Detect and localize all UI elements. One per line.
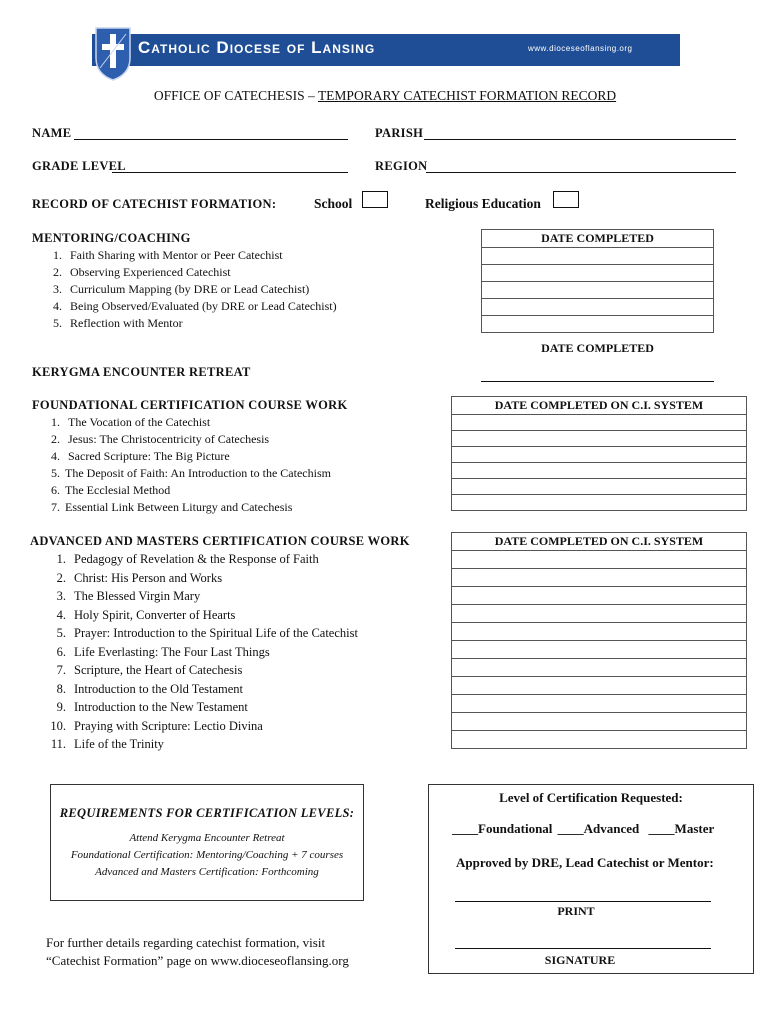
- foundational-option[interactable]: ____Foundational: [452, 821, 553, 836]
- foundational-heading: FOUNDATIONAL CERTIFICATION COURSE WORK: [32, 398, 348, 412]
- advanced-list: [44, 550, 358, 754]
- region-label: REGION: [375, 159, 428, 173]
- date-cell[interactable]: [452, 447, 747, 463]
- requirement-line: Advanced and Masters Certification: Forthcoming: [95, 866, 319, 878]
- print-label: PRINT: [557, 904, 595, 918]
- date-cell[interactable]: [452, 479, 747, 495]
- date-cell[interactable]: [452, 431, 747, 447]
- list-item: 1. Pedagogy of Revelation & the Response of Faith: [56, 552, 319, 566]
- foundational-date-table: [451, 396, 747, 511]
- advanced-date-table: [451, 532, 747, 749]
- parish-label: PARISH: [375, 126, 424, 140]
- certification-level-heading: Level of Certification Requested:: [499, 790, 683, 805]
- organization-website: www.dioceseoflansing.org: [528, 44, 633, 53]
- list-item: 7. Scripture, the Heart of Catechesis: [56, 663, 243, 677]
- form-title-underlined: TEMPORARY CATECHIST FORMATION RECORD: [317, 88, 617, 103]
- mentoring-date-table: [481, 229, 714, 333]
- list-item: 8. Introduction to the Old Testament: [56, 681, 244, 696]
- religious-education-checkbox[interactable]: [553, 191, 579, 208]
- kerygma-date-field[interactable]: [481, 381, 714, 382]
- list-item: 5. Reflection with Mentor: [53, 316, 183, 330]
- kerygma-heading: KERYGMA ENCOUNTER RETREAT: [32, 365, 251, 379]
- requirement-line: Foundational Certification: Mentoring/Coaching + 7 courses: [70, 849, 344, 861]
- signature-field[interactable]: [455, 948, 711, 949]
- foundational-list: [38, 414, 331, 516]
- date-cell[interactable]: [452, 587, 747, 605]
- date-cell[interactable]: [482, 248, 714, 265]
- school-label: School: [314, 196, 353, 211]
- record-label: RECORD OF CATECHIST FORMATION:: [32, 197, 277, 211]
- kerygma-date-header: DATE COMPLETED: [541, 341, 654, 355]
- list-item: 9. Introduction to the New Testament: [56, 700, 248, 714]
- list-item: 2. Jesus: The Christocentricity of Catechesis: [51, 432, 270, 446]
- mentoring-list: [40, 247, 337, 332]
- religious-education-label: Religious Education: [425, 196, 541, 211]
- certification-level-box: [428, 784, 754, 974]
- date-cell[interactable]: [452, 569, 747, 587]
- requirement-line: Attend Kerygma Encounter Retreat: [129, 832, 285, 844]
- list-item: 10. Praying with Scripture: Lectio Divina: [50, 718, 263, 733]
- list-item: 2. Observing Experienced Catechist: [53, 265, 231, 279]
- list-item: 4. Holy Spirit, Converter of Hearts: [56, 607, 236, 622]
- list-item: 5. Prayer: Introduction to the Spiritual Life of the Catechist: [56, 626, 358, 640]
- date-cell[interactable]: [482, 316, 714, 333]
- list-item: 4. Being Observed/Evaluated (by DRE or Lead Catechist): [53, 299, 337, 313]
- requirements-text: [50, 830, 364, 881]
- form-title: [0, 88, 770, 104]
- mentoring-heading: MENTORING/COACHING: [32, 231, 191, 245]
- parish-field[interactable]: [424, 139, 736, 140]
- grade-level-field[interactable]: [112, 172, 348, 173]
- date-cell[interactable]: [452, 641, 747, 659]
- further-details-line: For further details regarding catechist formation, visit: [46, 935, 326, 950]
- school-checkbox[interactable]: [362, 191, 388, 208]
- diocese-crest-icon: [94, 24, 132, 82]
- date-cell[interactable]: [452, 623, 747, 641]
- list-item: 7. Essential Link Between Liturgy and Catechesis: [51, 500, 293, 514]
- advanced-heading: ADVANCED AND MASTERS CERTIFICATION COURSE WORK: [30, 534, 410, 548]
- form-title-prefix: OFFICE OF CATECHESIS –: [153, 88, 318, 103]
- date-cell[interactable]: [452, 605, 747, 623]
- date-cell[interactable]: [482, 265, 714, 282]
- date-cell[interactable]: [452, 415, 747, 431]
- list-item: 11. Life of the Trinity: [50, 737, 164, 751]
- advanced-option[interactable]: ____Advanced: [557, 821, 640, 836]
- list-item: 4. Sacred Scripture: The Big Picture: [51, 449, 230, 463]
- list-item: 2. Christ: His Person and Works: [56, 570, 223, 585]
- date-cell[interactable]: [452, 731, 747, 749]
- date-cell[interactable]: [452, 463, 747, 479]
- name-field[interactable]: [74, 139, 348, 140]
- certification-level-options: [452, 821, 714, 837]
- list-item: 3. The Blessed Virgin Mary: [56, 589, 201, 603]
- requirements-heading: REQUIREMENTS FOR CERTIFICATION LEVELS:: [59, 806, 355, 820]
- list-item: 3. Curriculum Mapping (by DRE or Lead Catechist): [53, 282, 310, 296]
- list-item: 6. The Ecclesial Method: [51, 483, 171, 497]
- list-item: 5. The Deposit of Faith: An Introduction to the Catechism: [51, 466, 331, 480]
- master-option[interactable]: ____Master: [648, 821, 715, 836]
- date-cell[interactable]: [452, 713, 747, 731]
- date-cell[interactable]: [452, 495, 747, 511]
- list-item: 1. Faith Sharing with Mentor or Peer Catechist: [53, 248, 283, 262]
- print-name-field[interactable]: [455, 901, 711, 902]
- date-cell[interactable]: [452, 677, 747, 695]
- further-details: [46, 934, 349, 970]
- approved-label: Approved by DRE, Lead Catechist or Mentor:: [456, 855, 714, 870]
- foundational-date-header: DATE COMPLETED ON C.I. SYSTEM: [452, 397, 747, 415]
- date-cell[interactable]: [452, 695, 747, 713]
- date-cell[interactable]: [452, 659, 747, 677]
- list-item: 1. The Vocation of the Catechist: [51, 415, 211, 429]
- mentoring-date-header: DATE COMPLETED: [482, 230, 714, 248]
- list-item: 6. Life Everlasting: The Four Last Things: [56, 644, 270, 659]
- region-field[interactable]: [426, 172, 736, 173]
- date-cell[interactable]: [482, 282, 714, 299]
- name-label: NAME: [32, 126, 72, 140]
- date-cell[interactable]: [452, 551, 747, 569]
- grade-level-label: GRADE LEVEL: [32, 159, 126, 173]
- signature-label: SIGNATURE: [544, 953, 616, 967]
- advanced-date-header: DATE COMPLETED ON C.I. SYSTEM: [452, 533, 747, 551]
- organization-name: Catholic Diocese of Lansing: [138, 38, 376, 57]
- further-details-line: “Catechist Formation” page on www.dioceseoflansing.org: [46, 953, 349, 968]
- date-cell[interactable]: [482, 299, 714, 316]
